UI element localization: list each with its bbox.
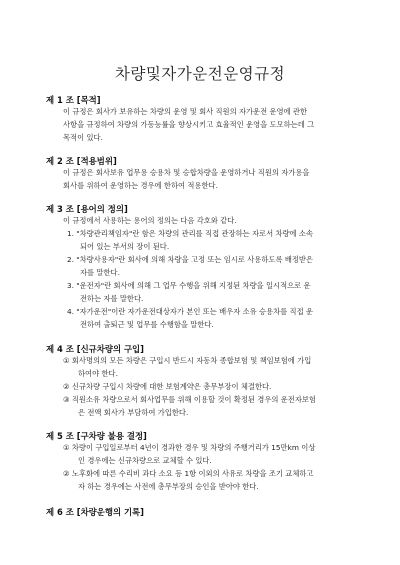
article-4-line-3: ② 신규차량 구입시 차량에 대한 보험계약은 총무부장이 체결한다. [63, 382, 272, 391]
article-3-line-9: 전하여 출퇴근 및 업무를 수행함을 말한다. [80, 320, 214, 329]
article-4-line-2: 하여야 한다. [78, 369, 118, 378]
article-1-line-3: 목적이 있다. [63, 133, 103, 142]
article-3-line-3: 되어 있는 부서의 장이 된다. [80, 242, 170, 251]
article-3-line-5: 자를 말한다. [80, 268, 120, 277]
article-4-heading: 제 4 조 [신규차량의 구입] [46, 344, 144, 354]
article-3-line-6: 3. "운전자"란 회사에 의해 그 업무 수행을 위해 지정된 차량을 일시적으로 운 [67, 281, 311, 290]
article-3-line-7: 전하는 자를 말한다. [80, 294, 144, 303]
article-1-line-2: 사항을 규정하여 차량의 가동능률을 향상시키고 효율적인 운영을 도모하는데 그 [63, 120, 315, 129]
article-5-line-4: 자 하는 경우에는 사전에 총무부장의 승인을 받아야 한다. [78, 482, 259, 491]
article-6-heading: 제 6 조 [차량운행의 기록] [46, 507, 144, 517]
article-1-line-1: 이 규정은 회사가 보유하는 차량의 운영 및 회사 직원의 자가운전 운영에 관한 [63, 107, 308, 116]
article-3-line-2: 1. "차량관리책임자"란 함은 차량의 관리를 직접 관장하는 자로서 차량에 소속 [67, 229, 314, 238]
article-5-line-1: ① 차량이 구입일로부터 4년이 경과한 경우 및 차량의 주행거리가 15만km 이상 [63, 443, 316, 452]
article-2-line-1: 이 규정은 회사보유 업무용 승용차 및 승합차량을 운영하거나 직원의 자가용을 [63, 168, 310, 177]
article-4-line-4: ③ 직원소유 차량으로서 회사업무를 위해 이용할 것이 확정된 경우의 운전자보험 [63, 395, 316, 404]
article-1-heading: 제 1 조 [목적] [46, 95, 101, 105]
article-5-line-3: ② 노후화에 따른 수리비 과다 소요 등 1항 이외의 사유로 차량을 조기 교체하고 [63, 469, 314, 478]
article-3-line-1: 이 규정에서 사용하는 용어의 정의는 다음 각호와 같다. [63, 216, 237, 225]
article-4-line-5: 은 전액 회사가 부담하여 가입한다. [78, 408, 189, 417]
article-3-heading: 제 3 조 [용어의 정의] [46, 204, 128, 214]
article-2-heading: 제 2 조 [적용범위] [46, 156, 117, 166]
article-4-line-1: ① 회사명의의 모든 차량은 구입시 반드시 자동차 종합보험 및 책임보험에 가입 [63, 356, 312, 365]
article-5-line-2: 인 경우에는 신규차량으로 교체할 수 있다. [78, 456, 212, 465]
document-title: 차량및자가운전운영규정 [114, 65, 286, 83]
article-5-heading: 제 5 조 [구차량 불용 결정] [46, 431, 147, 441]
article-3-line-4: 2. "차량사용자"란 회사에 의해 차량을 고정 또는 임시로 사용하도록 배정받은 [67, 255, 314, 264]
article-2-line-2: 회사를 위하여 운영하는 경우에 한하여 적용한다. [63, 181, 218, 190]
article-3-line-8: 4. "자가운전"이란 자가운전대상자가 본인 또는 배우자 소유 승용차를 직접 운 [67, 307, 314, 316]
